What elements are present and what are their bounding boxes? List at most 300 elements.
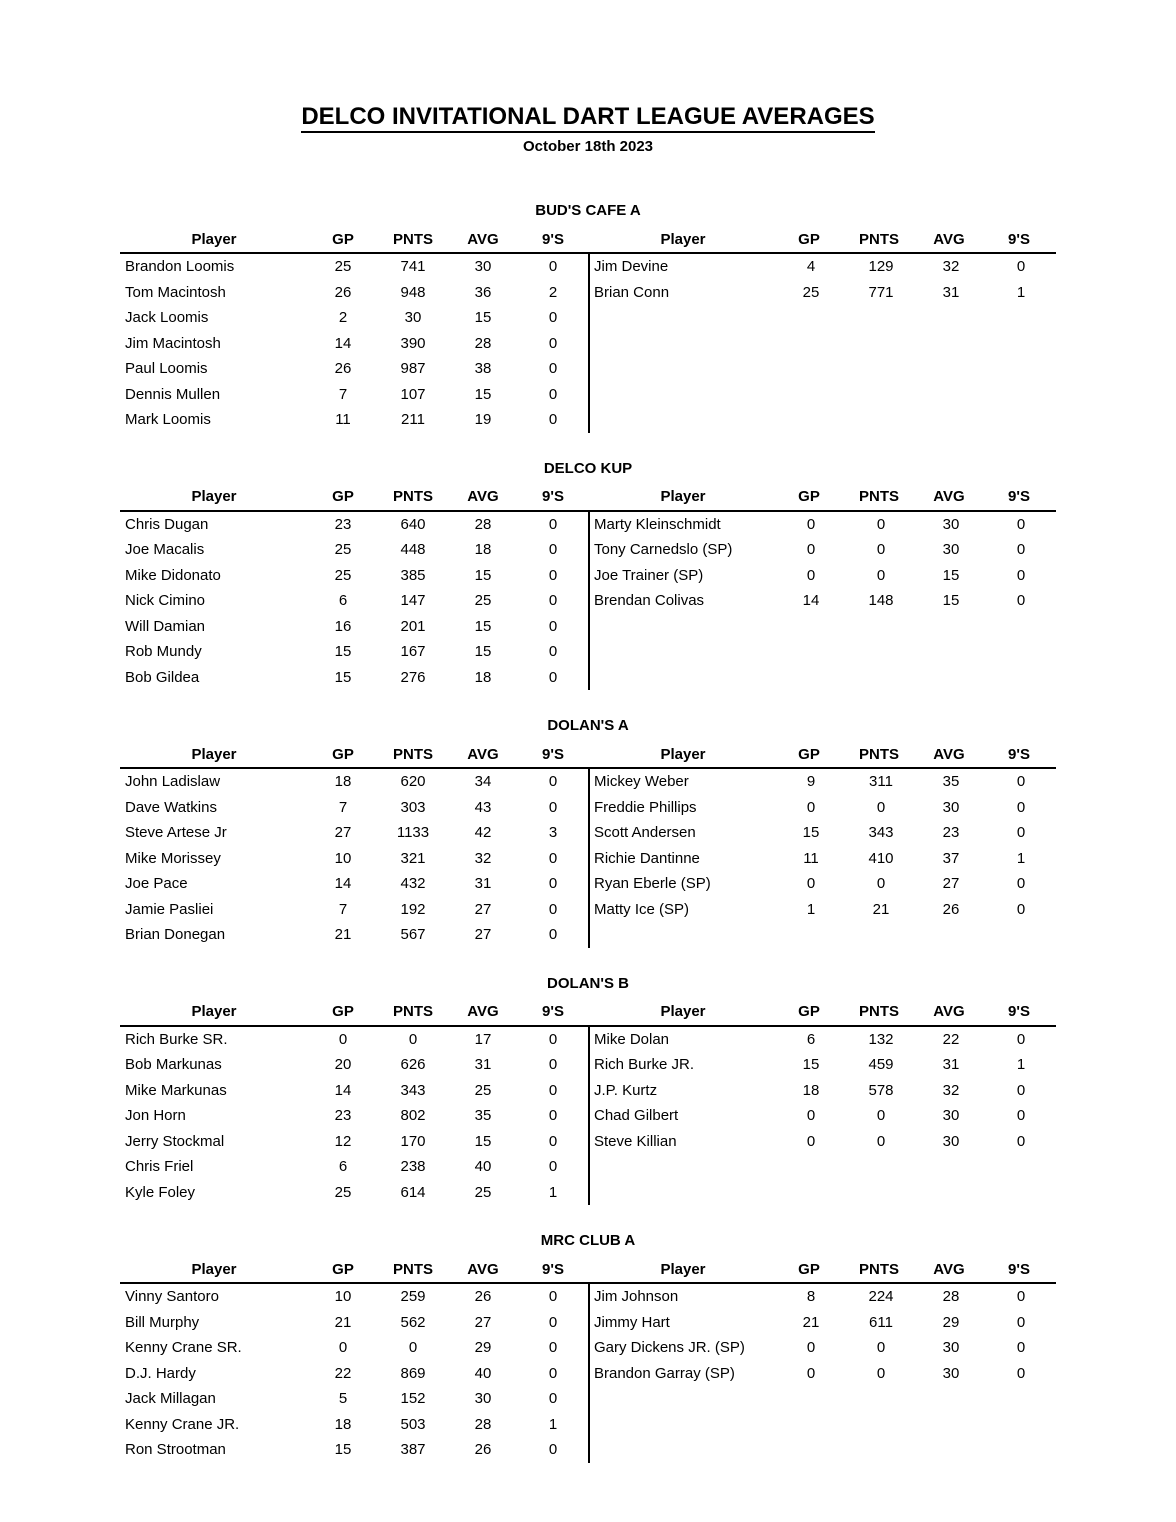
stat-value: 0 bbox=[548, 617, 558, 635]
stat-value: 6 bbox=[338, 1158, 348, 1176]
player-row bbox=[590, 871, 1056, 897]
stat-value: 30 bbox=[942, 541, 960, 559]
column-header-gp: GP bbox=[798, 230, 820, 248]
player-name: Jon Horn bbox=[125, 1107, 186, 1125]
stat-value: 8 bbox=[806, 1288, 816, 1306]
stat-value: 1 bbox=[1016, 1056, 1026, 1074]
column-header-player: Player bbox=[660, 1003, 706, 1020]
header-row bbox=[120, 741, 588, 769]
player-name: Vinny Santoro bbox=[125, 1288, 219, 1306]
player-rows bbox=[120, 1284, 588, 1463]
player-name: Nick Cimino bbox=[125, 592, 206, 610]
stat-value: 0 bbox=[408, 1339, 418, 1357]
stat-value: 27 bbox=[474, 900, 492, 918]
stat-value: 192 bbox=[400, 900, 426, 918]
stat-value: 16 bbox=[334, 617, 352, 635]
stat-value: 20 bbox=[334, 1056, 352, 1074]
player-row bbox=[590, 1310, 1056, 1336]
player-name: Gary Dickens JR. (SP) bbox=[594, 1339, 745, 1357]
column-header-pnts: PNTS bbox=[858, 1003, 899, 1020]
column-header-pnts: PNTS bbox=[392, 745, 433, 763]
stat-value: 0 bbox=[1016, 798, 1026, 816]
stat-value: 23 bbox=[942, 824, 960, 842]
player-row bbox=[120, 1180, 588, 1206]
column-header-player: Player bbox=[660, 1260, 706, 1278]
column-header-9-s: 9'S bbox=[542, 745, 564, 763]
column-header-9-s: 9'S bbox=[1008, 230, 1030, 248]
column-header-avg: AVG bbox=[933, 745, 965, 763]
player-row bbox=[120, 1361, 588, 1387]
player-row bbox=[590, 1103, 1056, 1129]
stat-value: 0 bbox=[876, 515, 886, 533]
player-row bbox=[590, 588, 1056, 614]
stat-value: 148 bbox=[868, 592, 894, 610]
player-name: Dave Watkins bbox=[125, 798, 217, 816]
player-row bbox=[120, 665, 588, 691]
stat-value: 25 bbox=[474, 1081, 492, 1099]
stat-value: 32 bbox=[942, 258, 960, 276]
column-header-avg: AVG bbox=[467, 488, 499, 505]
stat-value: 1133 bbox=[396, 824, 430, 842]
stat-value: 7 bbox=[338, 385, 348, 403]
player-row bbox=[120, 331, 588, 357]
player-row bbox=[590, 512, 1056, 538]
stat-value: 0 bbox=[806, 515, 816, 533]
player-row bbox=[590, 1078, 1056, 1104]
stat-value: 802 bbox=[400, 1107, 426, 1125]
column-header-pnts: PNTS bbox=[858, 1260, 899, 1278]
stat-value: 0 bbox=[1016, 824, 1026, 842]
stat-value: 21 bbox=[334, 1313, 352, 1331]
stat-value: 6 bbox=[338, 592, 348, 610]
stat-value: 1 bbox=[1016, 849, 1026, 867]
table-half-right bbox=[588, 999, 1056, 1206]
header-row bbox=[588, 484, 1056, 512]
stat-value: 30 bbox=[942, 515, 960, 533]
column-header-avg: AVG bbox=[933, 230, 965, 248]
stat-value: 0 bbox=[548, 334, 558, 352]
column-header-9-s: 9'S bbox=[542, 488, 564, 505]
stat-value: 771 bbox=[868, 283, 894, 301]
stat-value: 132 bbox=[868, 1030, 894, 1048]
stat-value: 0 bbox=[548, 1081, 558, 1099]
stat-value: 7 bbox=[338, 798, 348, 816]
stat-value: 21 bbox=[872, 900, 890, 918]
stat-value: 31 bbox=[474, 1056, 492, 1074]
player-rows bbox=[120, 254, 588, 433]
stat-value: 22 bbox=[334, 1364, 352, 1382]
player-name: Rich Burke JR. bbox=[594, 1056, 695, 1074]
player-row bbox=[120, 1052, 588, 1078]
stat-value: 27 bbox=[474, 1313, 492, 1331]
player-name: Tom Macintosh bbox=[125, 283, 226, 301]
player-name: Chad Gilbert bbox=[594, 1107, 679, 1125]
player-name: Mike Morissey bbox=[125, 849, 221, 867]
column-header-player: Player bbox=[660, 230, 706, 248]
stat-value: 25 bbox=[334, 541, 352, 559]
team-title: DELCO KUP bbox=[543, 459, 633, 477]
player-row bbox=[590, 280, 1056, 306]
stat-value: 0 bbox=[1016, 592, 1026, 610]
stat-value: 0 bbox=[806, 798, 816, 816]
stat-value: 30 bbox=[942, 1107, 960, 1125]
stat-value: 27 bbox=[474, 926, 492, 944]
stat-value: 0 bbox=[1016, 1030, 1026, 1048]
column-header-avg: AVG bbox=[467, 230, 499, 248]
stat-value: 0 bbox=[876, 875, 886, 893]
stat-value: 35 bbox=[474, 1107, 492, 1125]
player-row bbox=[120, 512, 588, 538]
player-name: Richie Dantinne bbox=[594, 849, 700, 867]
stat-value: 567 bbox=[400, 926, 426, 944]
column-header-9-s: 9'S bbox=[1008, 1003, 1030, 1020]
stat-value: 26 bbox=[474, 1288, 492, 1306]
column-header-avg: AVG bbox=[467, 1003, 499, 1020]
player-name: Dennis Mullen bbox=[125, 385, 221, 403]
stat-value: 0 bbox=[548, 798, 558, 816]
table-half-right bbox=[588, 484, 1056, 691]
player-row bbox=[590, 1284, 1056, 1310]
column-header-gp: GP bbox=[798, 1260, 820, 1278]
stat-value: 26 bbox=[474, 1441, 492, 1459]
player-name: John Ladislaw bbox=[125, 773, 221, 791]
column-header-gp: GP bbox=[332, 230, 354, 248]
stat-value: 0 bbox=[1016, 1364, 1026, 1382]
player-name: Mickey Weber bbox=[594, 773, 689, 791]
column-header-pnts: PNTS bbox=[392, 1260, 433, 1278]
stat-value: 0 bbox=[408, 1030, 418, 1048]
stat-value: 311 bbox=[869, 773, 893, 791]
stat-value: 11 bbox=[803, 849, 819, 867]
player-name: Matty Ice (SP) bbox=[594, 900, 690, 918]
player-name: Mike Dolan bbox=[594, 1030, 670, 1048]
column-header-gp: GP bbox=[332, 745, 354, 763]
stat-value: 343 bbox=[400, 1081, 426, 1099]
player-row bbox=[590, 1361, 1056, 1387]
stat-value: 0 bbox=[548, 1441, 558, 1459]
player-name: Jamie Pasliei bbox=[125, 900, 214, 918]
stat-value: 25 bbox=[334, 258, 352, 276]
stat-value: 0 bbox=[806, 1364, 816, 1382]
stat-value: 25 bbox=[474, 1183, 492, 1201]
player-name: Rich Burke SR. bbox=[125, 1030, 228, 1048]
stat-value: 0 bbox=[548, 1390, 558, 1408]
stat-value: 0 bbox=[548, 1132, 558, 1150]
column-header-9-s: 9'S bbox=[1008, 1260, 1030, 1278]
column-header-avg: AVG bbox=[933, 488, 965, 505]
stat-value: 0 bbox=[338, 1030, 348, 1048]
table-half-left bbox=[120, 999, 588, 1206]
team-section-dolan-s-a bbox=[120, 717, 1056, 948]
player-name: Steve Artese Jr bbox=[125, 824, 227, 842]
stat-value: 0 bbox=[1016, 1313, 1026, 1331]
stat-value: 27 bbox=[942, 875, 960, 893]
player-row bbox=[120, 1078, 588, 1104]
stat-value: 0 bbox=[1016, 541, 1026, 559]
stat-value: 15 bbox=[942, 592, 960, 610]
column-header-9-s: 9'S bbox=[1008, 488, 1030, 505]
player-row bbox=[590, 795, 1056, 821]
stat-value: 26 bbox=[334, 360, 352, 378]
team-title: DOLAN'S A bbox=[547, 717, 629, 734]
player-rows bbox=[588, 512, 1056, 691]
stat-value: 987 bbox=[400, 360, 426, 378]
stat-value: 25 bbox=[334, 1183, 352, 1201]
player-row bbox=[120, 1437, 588, 1463]
player-name: Bob Markunas bbox=[125, 1056, 222, 1074]
stat-value: 30 bbox=[404, 309, 422, 327]
stat-value: 0 bbox=[548, 849, 558, 867]
stat-value: 30 bbox=[942, 1339, 960, 1357]
player-row bbox=[120, 1310, 588, 1336]
stat-value: 167 bbox=[400, 643, 426, 661]
team-table bbox=[120, 484, 1056, 691]
stat-value: 0 bbox=[548, 360, 558, 378]
player-name: Ron Strootman bbox=[125, 1441, 226, 1459]
stat-value: 14 bbox=[334, 1081, 352, 1099]
stat-value: 0 bbox=[548, 1339, 558, 1357]
column-header-9-s: 9'S bbox=[542, 1003, 564, 1020]
stat-value: 30 bbox=[942, 1364, 960, 1382]
stat-value: 303 bbox=[400, 798, 426, 816]
stat-value: 40 bbox=[474, 1364, 492, 1382]
stat-value: 40 bbox=[474, 1158, 492, 1176]
player-name: Jerry Stockmal bbox=[125, 1132, 225, 1150]
stat-value: 385 bbox=[400, 566, 426, 584]
player-row bbox=[120, 588, 588, 614]
player-row bbox=[120, 305, 588, 331]
stat-value: 12 bbox=[334, 1132, 352, 1150]
stat-value: 30 bbox=[474, 1390, 492, 1408]
stat-value: 0 bbox=[876, 1132, 886, 1150]
player-row bbox=[120, 254, 588, 280]
stat-value: 4 bbox=[806, 258, 816, 276]
stat-value: 0 bbox=[548, 541, 558, 559]
player-name: Paul Loomis bbox=[125, 360, 208, 378]
player-row bbox=[120, 1335, 588, 1361]
stat-value: 25 bbox=[334, 566, 352, 584]
stat-value: 18 bbox=[334, 773, 352, 791]
stat-value: 0 bbox=[548, 926, 558, 944]
stat-value: 15 bbox=[802, 1056, 820, 1074]
player-row bbox=[590, 820, 1056, 846]
stat-value: 620 bbox=[400, 773, 426, 791]
player-name: Brendan Colivas bbox=[594, 592, 705, 610]
player-row bbox=[120, 382, 588, 408]
team-title: BUD'S CAFE A bbox=[535, 202, 641, 219]
player-row bbox=[120, 1027, 588, 1053]
stat-value: 562 bbox=[400, 1313, 426, 1331]
player-name: Freddie Phillips bbox=[594, 798, 697, 816]
team-title: MRC CLUB A bbox=[540, 1232, 636, 1249]
stat-value: 503 bbox=[400, 1415, 426, 1433]
player-row bbox=[590, 769, 1056, 795]
player-name: Brandon Garray (SP) bbox=[594, 1364, 735, 1382]
column-header-avg: AVG bbox=[933, 1003, 965, 1020]
player-row bbox=[120, 795, 588, 821]
column-header-player: Player bbox=[191, 1260, 237, 1278]
player-name: Steve Killian bbox=[594, 1132, 677, 1150]
stat-value: 0 bbox=[1016, 515, 1026, 533]
player-row bbox=[590, 846, 1056, 872]
stat-value: 410 bbox=[868, 849, 894, 867]
column-header-gp: GP bbox=[798, 1003, 820, 1020]
stat-value: 15 bbox=[334, 643, 352, 661]
stat-value: 432 bbox=[400, 875, 426, 893]
player-name: Marty Kleinschmidt bbox=[594, 515, 721, 533]
stat-value: 614 bbox=[400, 1183, 426, 1201]
stat-value: 0 bbox=[548, 515, 558, 533]
page-title bbox=[0, 103, 1176, 131]
team-table bbox=[120, 226, 1056, 433]
stat-value: 0 bbox=[806, 566, 816, 584]
player-name: Kyle Foley bbox=[125, 1183, 196, 1201]
stat-value: 28 bbox=[474, 515, 492, 533]
table-half-right bbox=[588, 226, 1056, 433]
stat-value: 28 bbox=[474, 1415, 492, 1433]
column-header-pnts: PNTS bbox=[392, 230, 433, 248]
stat-value: 28 bbox=[942, 1288, 960, 1306]
column-header-player: Player bbox=[191, 745, 237, 763]
table-half-left bbox=[120, 484, 588, 691]
player-name: Jim Johnson bbox=[594, 1288, 679, 1306]
stat-value: 0 bbox=[1016, 566, 1026, 584]
stat-value: 0 bbox=[806, 875, 816, 893]
stat-value: 0 bbox=[1016, 1339, 1026, 1357]
team-title: DOLAN'S B bbox=[547, 974, 629, 992]
stat-value: 27 bbox=[334, 824, 352, 842]
stat-value: 18 bbox=[474, 668, 492, 686]
stat-value: 15 bbox=[474, 617, 492, 635]
stat-value: 259 bbox=[400, 1288, 426, 1306]
player-row bbox=[120, 769, 588, 795]
player-row bbox=[120, 1154, 588, 1180]
player-name: Will Damian bbox=[125, 617, 206, 635]
stat-value: 5 bbox=[338, 1390, 348, 1408]
player-name: Jack Loomis bbox=[125, 309, 209, 327]
stat-value: 0 bbox=[1016, 258, 1026, 276]
header-row bbox=[588, 226, 1056, 254]
player-name: Kenny Crane JR. bbox=[125, 1415, 240, 1433]
player-row bbox=[120, 1103, 588, 1129]
column-header-avg: AVG bbox=[933, 1260, 965, 1278]
stat-value: 1 bbox=[548, 1415, 558, 1433]
stat-value: 29 bbox=[942, 1313, 960, 1331]
team-section-dolan-s-b bbox=[120, 975, 1056, 1206]
stat-value: 0 bbox=[548, 900, 558, 918]
stat-value: 0 bbox=[548, 385, 558, 403]
column-header-9-s: 9'S bbox=[542, 230, 564, 248]
player-name: Mark Loomis bbox=[125, 411, 211, 429]
stat-value: 0 bbox=[548, 1364, 558, 1382]
stat-value: 224 bbox=[868, 1288, 894, 1306]
stat-value: 276 bbox=[400, 668, 426, 686]
stat-value: 1 bbox=[1016, 283, 1026, 301]
stat-value: 21 bbox=[802, 1313, 820, 1331]
player-row bbox=[590, 1129, 1056, 1155]
column-header-gp: GP bbox=[332, 1003, 354, 1020]
player-name: Jimmy Hart bbox=[594, 1313, 670, 1331]
player-row bbox=[120, 280, 588, 306]
player-name: Scott Andersen bbox=[594, 824, 696, 842]
stat-value: 0 bbox=[1016, 875, 1026, 893]
stat-value: 18 bbox=[474, 541, 492, 559]
stat-value: 31 bbox=[942, 283, 960, 301]
stat-value: 0 bbox=[548, 566, 558, 584]
player-name: Joe Macalis bbox=[125, 541, 205, 559]
player-row bbox=[120, 871, 588, 897]
stat-value: 35 bbox=[942, 773, 960, 791]
column-header-avg: AVG bbox=[467, 745, 499, 763]
column-header-pnts: PNTS bbox=[392, 1003, 433, 1020]
stat-value: 15 bbox=[802, 824, 820, 842]
player-name: Brian Conn bbox=[594, 283, 670, 301]
column-header-player: Player bbox=[191, 488, 237, 505]
table-half-right bbox=[588, 1256, 1056, 1463]
header-row bbox=[120, 1256, 588, 1284]
player-rows bbox=[120, 512, 588, 691]
stat-value: 31 bbox=[942, 1056, 960, 1074]
stat-value: 25 bbox=[802, 283, 820, 301]
player-row bbox=[120, 1129, 588, 1155]
team-table bbox=[120, 999, 1056, 1206]
stat-value: 29 bbox=[474, 1339, 492, 1357]
player-row bbox=[590, 254, 1056, 280]
table-half-left bbox=[120, 226, 588, 433]
player-name: Mike Markunas bbox=[125, 1081, 227, 1099]
league-tables bbox=[0, 202, 1176, 1463]
stat-value: 0 bbox=[548, 309, 558, 327]
column-header-player: Player bbox=[660, 745, 706, 763]
player-name: D.J. Hardy bbox=[125, 1364, 196, 1382]
stat-value: 0 bbox=[876, 541, 886, 559]
player-row bbox=[590, 1335, 1056, 1361]
player-name: Bill Murphy bbox=[125, 1313, 200, 1331]
player-rows bbox=[120, 1027, 588, 1206]
stat-value: 15 bbox=[474, 385, 492, 403]
stat-value: 18 bbox=[334, 1415, 352, 1433]
player-rows bbox=[588, 769, 1056, 948]
header-row bbox=[120, 999, 588, 1027]
stat-value: 129 bbox=[868, 258, 894, 276]
stat-value: 0 bbox=[1016, 900, 1026, 918]
stat-value: 15 bbox=[334, 1441, 352, 1459]
stat-value: 26 bbox=[942, 900, 960, 918]
stat-value: 0 bbox=[876, 1339, 886, 1357]
player-row bbox=[120, 922, 588, 948]
stat-value: 38 bbox=[474, 360, 492, 378]
player-row bbox=[120, 1386, 588, 1412]
column-header-pnts: PNTS bbox=[858, 488, 899, 505]
stat-value: 0 bbox=[548, 643, 558, 661]
column-header-pnts: PNTS bbox=[858, 745, 899, 763]
stat-value: 626 bbox=[400, 1056, 426, 1074]
table-half-right bbox=[588, 741, 1056, 948]
stat-value: 390 bbox=[400, 334, 426, 352]
stat-value: 2 bbox=[548, 283, 558, 301]
stat-value: 0 bbox=[806, 1107, 816, 1125]
stat-value: 578 bbox=[868, 1081, 894, 1099]
stat-value: 107 bbox=[400, 385, 426, 403]
header-row bbox=[588, 999, 1056, 1027]
player-row bbox=[120, 897, 588, 923]
stat-value: 10 bbox=[334, 849, 352, 867]
table-half-left bbox=[120, 741, 588, 948]
stat-value: 741 bbox=[400, 258, 426, 276]
stat-value: 32 bbox=[942, 1081, 960, 1099]
stat-value: 21 bbox=[334, 926, 352, 944]
player-name: Brian Donegan bbox=[125, 926, 226, 944]
